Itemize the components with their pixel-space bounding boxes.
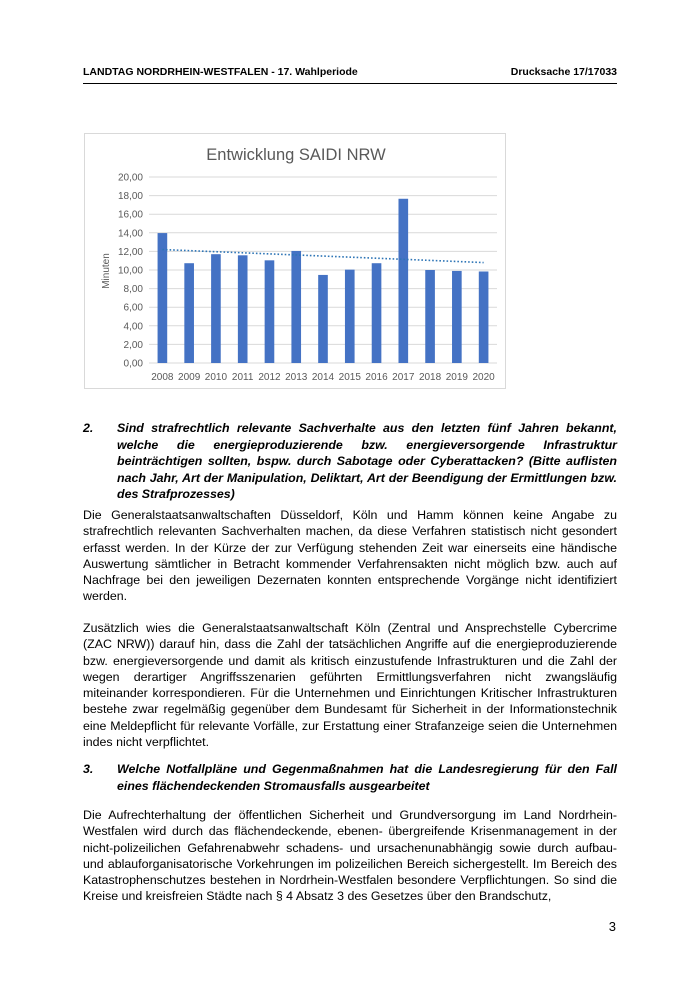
answer-3-paragraph-1: Die Aufrechterhaltung der öffentlichen Sicherheit und Grundversorgung im Land Nordrhein-Westfalen wird durch das flächendeckende, ebenen- übergreifende Krisenmanagement in der nicht-polizeilichen Gefahrenabwehr schadens- und ursachenunabhängig sowie durch aufbau- und ablauforganisatorische Vorkehrungen im polizeilichen Bereich sichergestellt. Im Bereich des Katastrophenschutzes bestehen in Nordrhein-Westfalen besondere Verpflichtungen. So sind die Kreise und kreisfreien Städte nach § 4 Absatz 3 des Gesetzes über den Brandschutz,	[83, 808, 617, 904]
bar-2011	[238, 255, 248, 363]
x-tick-label: 2020	[472, 372, 495, 383]
bar-2015	[345, 270, 355, 363]
x-tick-label: 2019	[445, 372, 468, 383]
x-tick-label: 2009	[178, 372, 201, 383]
y-tick-label: 20,00	[117, 172, 143, 184]
y-tick-label: 18,00	[117, 191, 143, 203]
x-tick-label: 2015	[338, 372, 361, 383]
page-header	[83, 66, 617, 84]
x-tick-label: 2013	[285, 372, 308, 383]
x-tick-label: 2017	[392, 372, 415, 383]
question-2-number: 2.	[83, 421, 94, 435]
question-2-text: Sind strafrechtlich relevante Sachverhalte aus den letzten fünf Jahren bekannt, welche die energieproduzierende bzw. energieversorgende Infrastruktur beinträchtigen sollten, bspw. durch Sabotage oder Cyberattacken? (Bitte auflisten nach Jahr, Art der Manipulation, Deliktart, Art der Beendigung der Ermittlungen bzw. des Strafprozesses)	[117, 421, 617, 502]
bar-2012	[265, 260, 275, 363]
bar-2016	[372, 263, 382, 363]
bar-2020	[479, 271, 489, 363]
y-tick-label: 8,00	[123, 284, 143, 296]
question-3-text: Welche Notfallpläne und Gegenmaßnahmen hat die Landesregierung für den Fall eines flächendeckenden Stromausfalls ausgearbeitet	[117, 762, 617, 793]
bar-2019	[452, 271, 462, 363]
y-tick-label: 2,00	[123, 339, 143, 351]
bar-2009	[184, 263, 194, 363]
x-tick-label: 2010	[204, 372, 228, 383]
header-document-number: Drucksache 17/17033	[510, 66, 617, 78]
question-3-number: 3.	[83, 762, 94, 776]
answer-2-paragraph-2: Zusätzlich wies die Generalstaatsanwaltschaft Köln (Zentral und Ansprechstelle Cybercrime (ZAC NRW)) darauf hin, dass die Zahl der tatsächlichen Angriffe auf die energieproduzierende bzw. energieversorgende und damit als kritisch einzustufende Infrastrukturen und die Zahl der wegen derartiger Angriffsszenarien geführten Ermittlungsverfahren nicht zwangsläufig miteinander korrespondieren. Für die Unternehmen und Einrichtungen Kritischer Infrastrukturen bestehe zwar regelmäßig gegenüber dem Bundesamt für Sicherheit in der Informationstechnik eine Meldepflicht für relevante Vorfälle, zur Erstattung einer Strafanzeige seien die Unternehmen indes nicht verpflichtet.	[83, 621, 617, 750]
y-axis-label: Minuten	[101, 253, 112, 289]
y-tick-label: 14,00	[117, 228, 143, 240]
bar-2018	[425, 270, 435, 363]
saidi-chart	[84, 133, 506, 389]
chart-title: Entwicklung SAIDI NRW	[206, 146, 386, 164]
chart-canvas	[85, 134, 507, 390]
header-parliament: LANDTAG NORDRHEIN-WESTFALEN - 17. Wahlperiode	[83, 66, 358, 78]
bar-2017	[398, 199, 408, 363]
page-number: 3	[608, 919, 616, 934]
bar-2013	[291, 251, 301, 363]
bar-2014	[318, 275, 328, 363]
question-2	[83, 420, 617, 503]
x-tick-label: 2018	[418, 372, 442, 383]
header-rule	[83, 83, 617, 84]
x-tick-label: 2011	[231, 372, 254, 383]
y-tick-label: 6,00	[123, 302, 143, 314]
y-tick-label: 4,00	[123, 321, 143, 333]
x-tick-label: 2014	[311, 372, 335, 383]
y-tick-label: 12,00	[117, 246, 143, 258]
y-tick-label: 0,00	[123, 358, 143, 370]
answer-2-paragraph-1: Die Generalstaatsanwaltschaften Düsseldorf, Köln und Hamm können keine Angabe zu strafrechtlich relevanten Sachverhalten machen, da diese Verfahren statistisch nicht gesondert erfasst werden. In der Kürze der zur Verfügung stehenden Zeit war einerseits eine händische Auswertung sämtlicher in Betracht kommender Verfahrensakten nicht möglich bzw. auch auf Nachfrage bei den jeweiligen Dezernaten konnten entsprechende Vorgänge nicht identifiziert werden.	[83, 508, 617, 604]
x-tick-label: 2008	[151, 372, 174, 383]
y-tick-label: 16,00	[117, 209, 143, 221]
bar-2010	[211, 254, 221, 363]
question-3	[83, 761, 617, 794]
y-tick-label: 10,00	[117, 265, 143, 277]
x-tick-label: 2016	[365, 372, 388, 383]
x-tick-label: 2012	[258, 372, 281, 383]
bar-2008	[158, 233, 168, 363]
